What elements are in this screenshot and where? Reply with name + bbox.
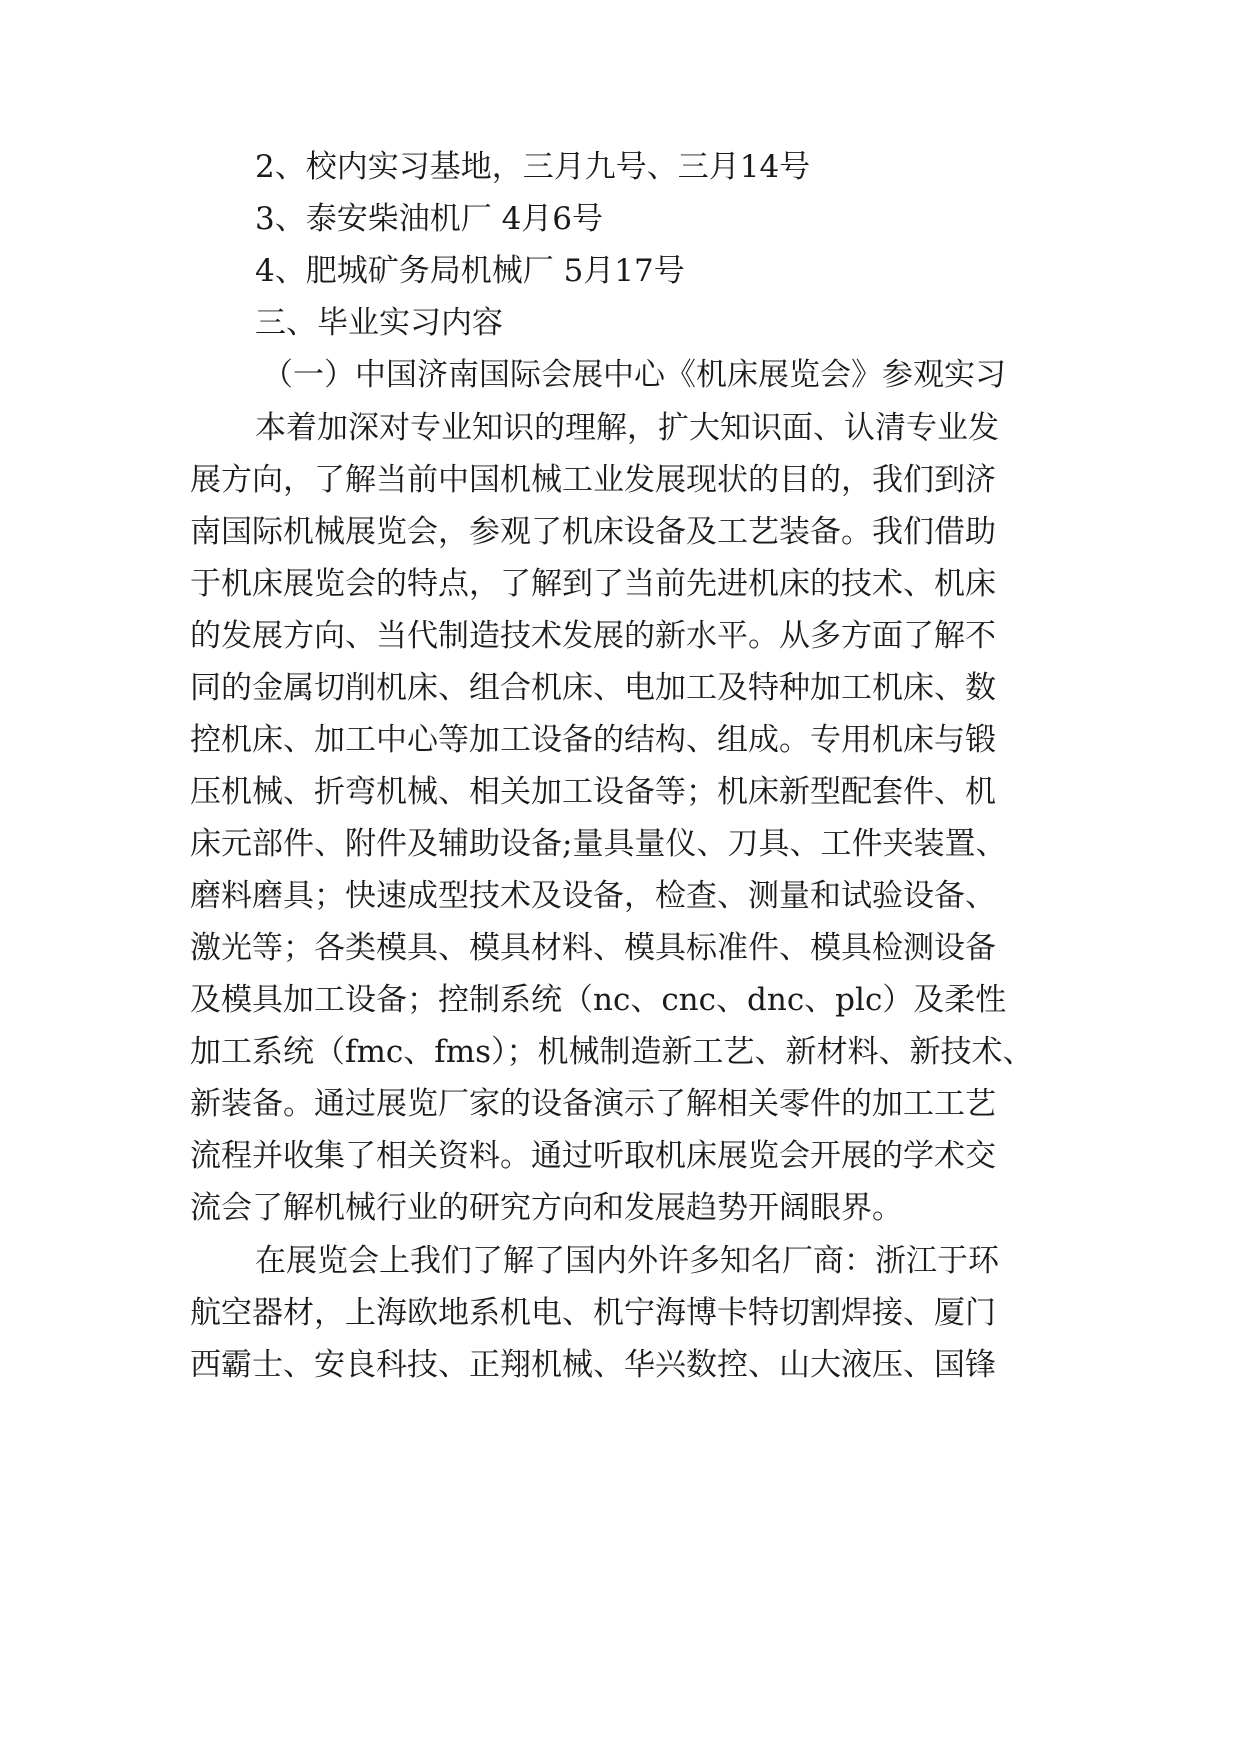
paragraph-line: 航空器材，上海欧地系机电、机宁海博卡特切割焊接、厦门 — [190, 1295, 996, 1331]
paragraph-line: 新装备。通过展览厂家的设备演示了解相关零件的加工工艺 — [190, 1086, 996, 1122]
paragraph-line: 在展览会上我们了解了国内外许多知名厂商：浙江于环 — [255, 1243, 999, 1279]
paragraph-line: 及模具加工设备；控制系统（nc、cnc、dnc、plc）及柔性 — [190, 982, 1007, 1018]
subsection-heading: （一）中国济南国际会展中心《机床展览会》参观实习 — [262, 357, 1006, 393]
paragraph-line: 南国际机械展览会，参观了机床设备及工艺装备。我们借助 — [190, 514, 996, 550]
section-heading: 三、毕业实习内容 — [255, 305, 503, 341]
paragraph-line: 本着加深对专业知识的理解，扩大知识面、认清专业发 — [255, 410, 999, 446]
paragraph-line: 激光等；各类模具、模具材料、模具标准件、模具检测设备 — [190, 930, 996, 966]
paragraph-line: 流程并收集了相关资料。通过听取机床展览会开展的学术交 — [190, 1138, 996, 1174]
paragraph-line: 加工系统（fmc、fms）；机械制造新工艺、新材料、新技术、 — [190, 1034, 1034, 1070]
paragraph-line: 于机床展览会的特点，了解到了当前先进机床的技术、机床 — [190, 566, 996, 602]
list-item-4: 4、肥城矿务局机械厂 5月17号 — [255, 253, 685, 289]
paragraph-line: 西霸士、安良科技、正翔机械、华兴数控、山大液压、国锋 — [190, 1347, 996, 1383]
paragraph-line: 展方向，了解当前中国机械工业发展现状的目的，我们到济 — [190, 462, 996, 498]
paragraph-line: 控机床、加工中心等加工设备的结构、组成。专用机床与锻 — [190, 722, 996, 758]
paragraph-line: 磨料磨具；快速成型技术及设备，检查、测量和试验设备、 — [190, 878, 996, 914]
paragraph-line: 流会了解机械行业的研究方向和发展趋势开阔眼界。 — [190, 1190, 903, 1226]
paragraph-line: 同的金属切削机床、组合机床、电加工及特种加工机床、数 — [190, 670, 996, 706]
paragraph-line: 床元部件、附件及辅助设备;量具量仪、刀具、工件夹装置、 — [190, 826, 1007, 862]
paragraph-line: 的发展方向、当代制造技术发展的新水平。从多方面了解不 — [190, 618, 996, 654]
list-item-3: 3、泰安柴油机厂 4月6号 — [255, 201, 604, 237]
paragraph-line: 压机械、折弯机械、相关加工设备等；机床新型配套件、机 — [190, 774, 996, 810]
list-item-2: 2、校内实习基地，三月九号、三月14号 — [255, 149, 811, 185]
